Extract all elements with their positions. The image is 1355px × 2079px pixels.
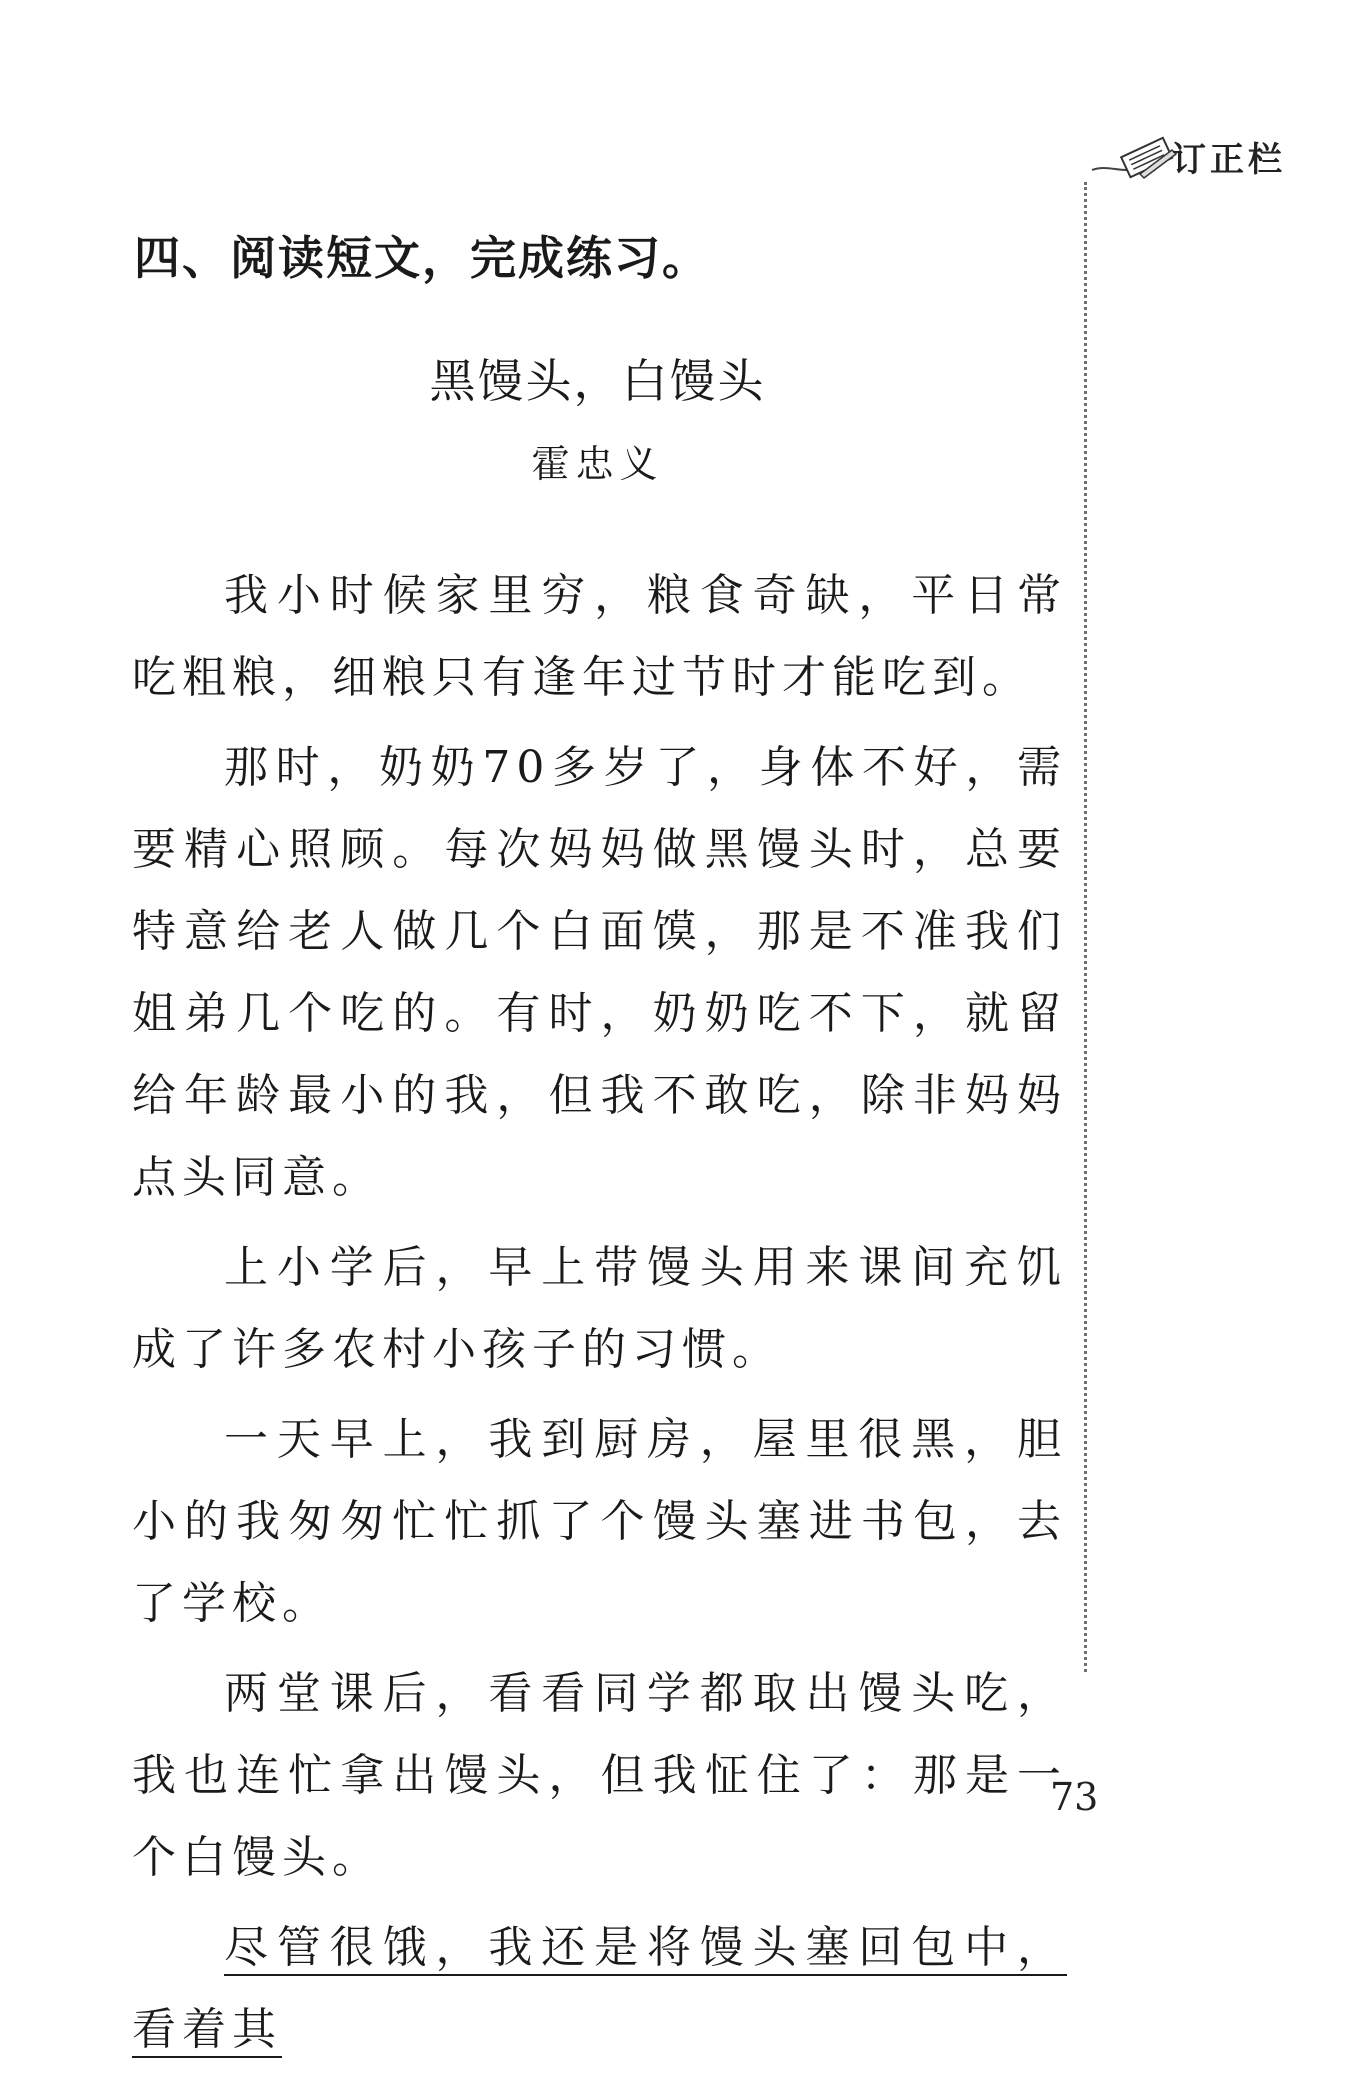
section-title: 四、阅读短文，完成练习。 xyxy=(134,231,710,285)
story-paragraph: 一天早上，我到厨房，屋里很黑，胆小的我匆匆忙忙抓了个馒头塞进书包，去了学校。 xyxy=(132,1414,1067,1629)
story-paragraph: 上小学后，早上带馒头用来课间充饥成了许多农村小孩子的习惯。 xyxy=(132,1242,1067,1375)
story-paragraph: 两堂课后，看看同学都取出馒头吃，我也连忙拿出馒头，但我怔住了：那是一个白馒头。 xyxy=(132,1668,1067,1883)
story-title: 黑馒头，白馒头 xyxy=(429,354,766,408)
notebook-pencil-icon xyxy=(1088,128,1178,188)
story-author: 霍忠义 xyxy=(531,442,664,486)
correction-column-label: 订正栏 xyxy=(1172,140,1286,180)
page-number: 73 xyxy=(1050,1775,1099,1819)
story-paragraph: 那时，奶奶70多岁了，身体不好，需要精心照顾。每次妈妈做黑馒头时，总要特意给老人做几个白面馍，那是不准我们姐弟几个吃的。有时，奶奶吃不下，就留给年龄最小的我，但我不敢吃，除非妈妈点头同意。 xyxy=(132,742,1067,1203)
correction-column-header xyxy=(1088,128,1328,188)
story-paragraph: 我小时候家里穷，粮食奇缺，平日常吃粗粮，细粮只有逢年过节时才能吃到。 xyxy=(132,570,1067,703)
story-body xyxy=(132,555,1067,2079)
story-paragraph-underlined: 尽管很饿，我还是将馒头塞回包中，看着其 xyxy=(132,1922,1067,2055)
